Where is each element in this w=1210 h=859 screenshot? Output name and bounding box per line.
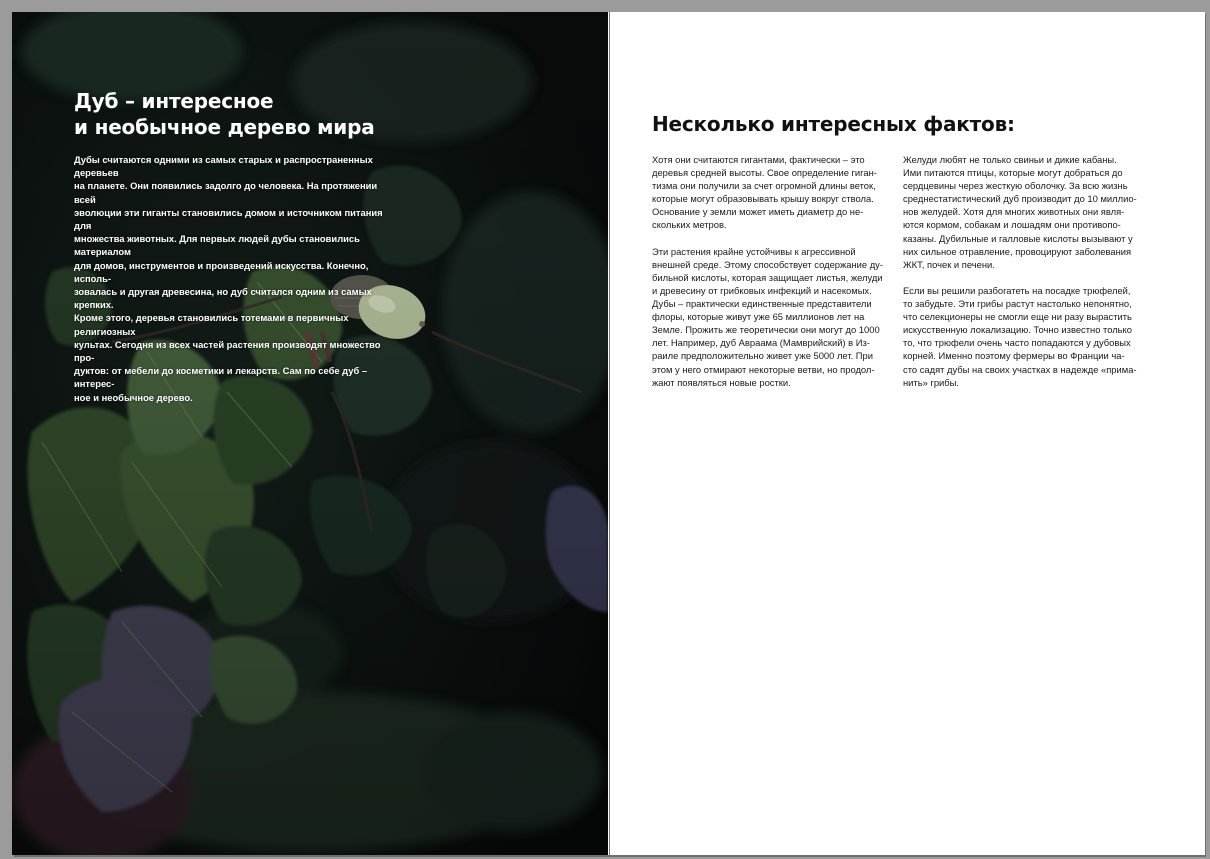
paragraph: Эти растения крайне устойчивы к агрессивной внешней среде. Этому способствует содержание ду- бильной кислоты, которая защищает листья, желуди и древесину от грибковых инфекций и насекомых. Дубы – практически единственные представители флоры, которые живут уже 65 миллионов лет на Земле. Прожить же теоретически они могут до 1000 лет. Например, дуб Авраама (Мамврийский) в Из- раиле предположительно живет уже 5000 лет. При этом у него отмирают некоторые ветви, но продол- жают появляться новые ростки.: [652, 245, 883, 388]
paragraph: Хотя они считаются гигантами, фактически – это деревья средней высоты. Свое определение гиган- тизма они получили за счет огромной длины веток, которые могут образовывать крышу вокруг ствола. Основание у земли может иметь диаметр до не- скольких метров.: [652, 154, 877, 231]
magazine-spread: [12, 12, 1204, 855]
right-page-title: Несколько интересных фактов:: [652, 112, 1015, 136]
paragraph: Желуди любят не только свиньи и дикие кабаны. Ими питаются птицы, которые могут добраться до сердцевины через жесткую оболочку. За всю жизнь среднестатистический дуб производит до 10 миллио- нов желудей. Хотя для многих животных они явля- ются кормом, собакам и лошадям они противопо- казаны. Дубильные и галловые кислоты вызывают у них сильное отравление, провоцируют заболевания ЖКТ, почек и печени.: [903, 154, 1137, 270]
left-page-photo: [12, 12, 608, 855]
paragraph: Если вы решили разбогатеть на посадке трюфелей, то забудьте. Эти грибы растут настолько непонятно, что селекционеры не смогли еще ни разу вырастить искусственную локализацию. Точно известно только то, что трюфели очень часто попадаются у дубовых корней. Именно поэтому фермеры во Франции ча- сто садят дубы на своих участках в надежде «прима- нить» грибы.: [903, 284, 1137, 388]
text-column-2: [903, 153, 1143, 402]
text-column-1: [652, 153, 892, 402]
right-page: [609, 12, 1205, 855]
left-page-title: Дуб – интересное и необычное дерево мира: [74, 89, 375, 139]
left-page-body-text: Дубы считаются одними из самых старых и распространенных деревьев на планете. Они появились задолго до человека. На протяжении всей эволюции эти гиганты становились домом и источником питания для множества животных. Для первых людей дубы становились материалом для домов, инструментов и произведений искусства. Конечно, исполь- зовалась и другая древесина, но дуб считался одним из самых крепких. Кроме этого, деревья становились тотемами в первичных религиозных культах. Сегодня из всех частей растения производят множество про- дуктов: от мебели до косметики и лекарств. Сам по себе дуб – интерес- ное и необычное дерево.: [74, 154, 383, 403]
